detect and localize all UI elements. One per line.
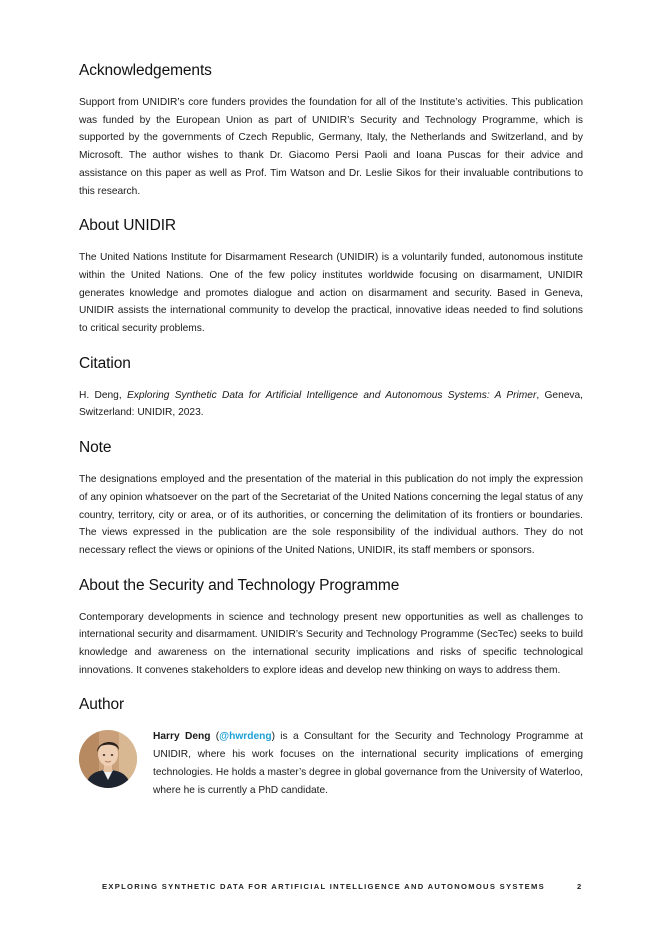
- author-photo: [79, 730, 137, 788]
- author-bio: [153, 728, 583, 799]
- footer-title: EXPLORING SYNTHETIC DATA FOR ARTIFICIAL INTELLIGENCE AND AUTONOMOUS SYSTEMS: [101, 882, 545, 891]
- page-number: 2: [577, 882, 582, 891]
- author-section: [79, 694, 583, 799]
- author-heading: Author: [79, 696, 125, 714]
- note-body: The designations employed and the presentation of the material in this publication do not imply the expression of any opinion whatsoever on the part of the Secretariat of the United Nations concerning the legal status of any country, territory, city or area, or of its authorities, or concerning the delimitation of its frontiers or boundaries. The views expressed in the publication are the sole responsibility of the individual authors. They do not necessary reflect the views or opinions of the United Nations, UNIDIR, its staff members or sponsors.: [79, 474, 583, 556]
- citation-section: [79, 353, 583, 422]
- author-name: Harry Deng: [153, 731, 211, 743]
- page-content: [79, 60, 583, 814]
- citation-title: Exploring Synthetic Data for Artificial Intelligence and Autonomous Systems: A Primer: [126, 389, 537, 401]
- citation-author: H. Deng,: [79, 389, 127, 401]
- author-handle-link[interactable]: @hwrdeng: [219, 731, 272, 743]
- author-row: [79, 728, 583, 799]
- sectec-body: Contemporary developments in science and technology present new opportunities as well as challenges to international security and disarmament. UNIDIR’s Security and Technology Programme (SecTec) seeks to build knowledge and awareness on the international security implications and risks of specific technological innovations. It convenes stakeholders to explore ideas and develop new thinking on ways to address them.: [79, 611, 583, 676]
- note-heading: Note: [79, 439, 112, 457]
- about-unidir-body: The United Nations Institute for Disarmament Research (UNIDIR) is a voluntarily funded, autonomous institute within the United Nations. One of the few policy institutes worldwide focusing on disarmament, UNIDIR generates knowledge and promotes dialogue and action on disarmament and security. Based in Geneva, UNIDIR assists the international community to develop the practical, innovative ideas needed to find solutions to critical security problems.: [79, 252, 583, 335]
- acknowledgements-heading: Acknowledgements: [79, 62, 212, 79]
- citation-body: [79, 387, 583, 422]
- citation-heading: Citation: [79, 354, 131, 372]
- about-unidir-heading: About UNIDIR: [79, 217, 176, 235]
- author-open-paren: (: [210, 731, 220, 743]
- citation-publisher: , Geneva, Switzerland: UNIDIR, 2023.: [79, 389, 583, 419]
- author-bio-text: ) is a Consultant for the Security and Technology Programme at UNIDIR, where his work focuses on the international security implications of emerging technologies. He holds a master’s degree in global governance from the University of Waterloo, where he is currently a PhD candidate.: [153, 731, 583, 796]
- acknowledgements-section: [79, 60, 583, 200]
- acknowledgements-body: Support from UNIDIR’s core funders provides the foundation for all of the Institute’s activities. This publication was funded by the European Union as part of UNIDIR’s Security and Technology Programme, which is supported by the governments of Czech Republic, Germany, Italy, the Netherlands and Switzerland, and by Microsoft. The author wishes to thank Dr. Giacomo Persi Paoli and Ioana Puscas for their advice and assistance on this paper as well as Prof. Tim Watson and Dr. Leslie Sikos for their invaluable contributions to this research.: [79, 97, 583, 197]
- note-section: [79, 437, 583, 560]
- about-unidir-section: [79, 215, 583, 338]
- sectec-heading: About the Security and Technology Programme: [79, 576, 400, 594]
- sectec-section: [79, 575, 583, 680]
